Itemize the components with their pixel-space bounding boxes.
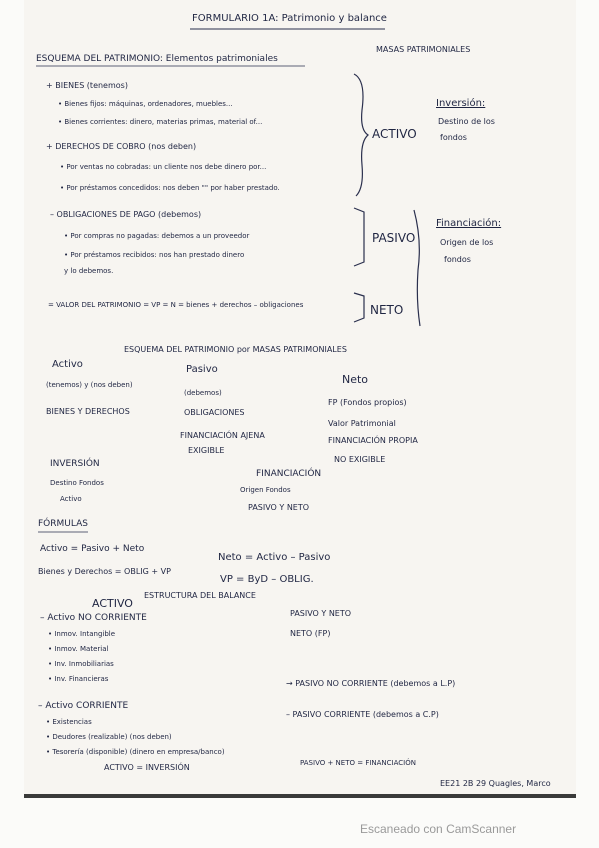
- obligaciones-line: • Por compras no pagadas: debemos a un proveedor: [64, 232, 250, 240]
- ac-total: ACTIVO = INVERSIÓN: [104, 763, 190, 772]
- page-title: FORMULARIO 1A: Patrimonio y balance: [192, 13, 387, 24]
- s2-financiacion-line: PASIVO Y NETO: [248, 503, 310, 512]
- pasivo-label: PASIVO: [372, 231, 416, 245]
- inversion-text: Destino de los: [438, 117, 495, 126]
- financiacion-brace: [414, 210, 420, 326]
- pn-total: PASIVO + NETO = FINANCIACIÓN: [300, 759, 416, 767]
- s2-neto-label: Neto: [342, 373, 369, 386]
- neto-fp: NETO (FP): [290, 629, 331, 638]
- anc-item: • Inv. Inmobiliarias: [48, 660, 114, 668]
- obligaciones-title: – OBLIGACIONES DE PAGO (debemos): [50, 210, 202, 219]
- ac-item: • Deudores (realizable) (nos deben): [46, 733, 172, 741]
- neto-label: NETO: [370, 303, 404, 317]
- obligaciones-line: • Por préstamos recibidos: nos han prestado dinero: [64, 251, 245, 259]
- formulas-heading: FÓRMULAS: [38, 519, 88, 529]
- inversion-title: Inversión:: [436, 98, 486, 109]
- derechos-title: + DERECHOS DE COBRO (nos deben): [46, 142, 197, 151]
- s2-inversion-title: INVERSIÓN: [50, 459, 100, 469]
- s2-neto-line: Valor Patrimonial: [328, 419, 396, 428]
- s2-neto-line: FP (Fondos propios): [328, 398, 407, 407]
- anc-item: • Inmov. Intangible: [48, 630, 116, 638]
- anc-item: • Inv. Financieras: [48, 675, 109, 683]
- signature: EE21 2B 29 Quagles, Marco: [440, 779, 551, 788]
- s2-inversion-line: Activo: [60, 495, 82, 503]
- s2-pasivo-text: FINANCIACIÓN AJENA: [180, 431, 265, 440]
- valor-patrimonio: = VALOR DEL PATRIMONIO = VP = N = bienes + derechos – obligaciones: [48, 301, 304, 309]
- s2-neto-line: FINANCIACIÓN PROPIA: [328, 436, 418, 445]
- balance-activo: ACTIVO: [92, 597, 133, 610]
- inversion-text: fondos: [440, 133, 467, 142]
- derechos-line: • Por ventas no cobradas: un cliente nos debe dinero por...: [60, 163, 267, 171]
- activo-brace: [354, 74, 368, 196]
- formula: Bienes y Derechos = OBLIG + VP: [38, 567, 171, 576]
- s2-activo-sub: (tenemos) y (nos deben): [46, 381, 133, 389]
- s2-pasivo-text: OBLIGACIONES: [184, 408, 245, 417]
- ac-title: – Activo CORRIENTE: [38, 701, 129, 711]
- scanner-watermark: Escaneado con CamScanner: [360, 822, 517, 836]
- obligaciones-line: y lo debemos.: [64, 267, 114, 275]
- ac-item: • Existencias: [46, 718, 92, 726]
- section2-heading: ESQUEMA DEL PATRIMONIO por MASAS PATRIMONIALES: [124, 345, 347, 354]
- s2-pasivo-text: EXIGIBLE: [188, 446, 225, 455]
- bienes-title: + BIENES (tenemos): [46, 81, 128, 90]
- s2-financiacion-title: FINANCIACIÓN: [256, 469, 322, 479]
- formula: Neto = Activo – Pasivo: [218, 552, 331, 563]
- neto-brace: [354, 293, 364, 322]
- masses-heading: MASAS PATRIMONIALES: [376, 45, 471, 54]
- financiacion-text: Origen de los: [440, 238, 494, 247]
- section1-heading: ESQUEMA DEL PATRIMONIO: Elementos patrimoniales: [36, 54, 278, 64]
- balance-heading: ESTRUCTURA DEL BALANCE: [144, 591, 256, 600]
- pc-title: – PASIVO CORRIENTE (debemos a C.P): [286, 710, 439, 719]
- activo-label: ACTIVO: [372, 127, 417, 141]
- pn-title: PASIVO Y NETO: [290, 609, 352, 618]
- pnc-title: → PASIVO NO CORRIENTE (debemos a L.P): [286, 679, 456, 688]
- bienes-line: • Bienes fijos: máquinas, ordenadores, muebles...: [58, 100, 233, 108]
- s2-pasivo-label: Pasivo: [186, 364, 218, 375]
- s2-pasivo-sub: (debemos): [184, 389, 222, 397]
- formula: Activo = Pasivo + Neto: [40, 544, 145, 554]
- s2-activo-label: Activo: [52, 359, 83, 370]
- ac-item: • Tesorería (disponible) (dinero en empresa/banco): [46, 748, 225, 756]
- financiacion-title: Financiación:: [436, 218, 502, 229]
- financiacion-text: fondos: [444, 255, 471, 264]
- formula: VP = ByD – OBLIG.: [220, 574, 314, 585]
- anc-title: – Activo NO CORRIENTE: [40, 613, 147, 623]
- bienes-line: • Bienes corrientes: dinero, materias primas, material of...: [58, 118, 263, 126]
- s2-activo-text: BIENES Y DERECHOS: [46, 407, 130, 416]
- pasivo-brace: [354, 208, 364, 266]
- anc-item: • Inmov. Material: [48, 645, 109, 653]
- derechos-line: • Por préstamos concedidos: nos deben "" por haber prestado.: [60, 184, 280, 192]
- s2-neto-line: NO EXIGIBLE: [334, 455, 386, 464]
- s2-financiacion-line: Origen Fondos: [240, 486, 291, 494]
- s2-inversion-line: Destino Fondos: [50, 479, 104, 487]
